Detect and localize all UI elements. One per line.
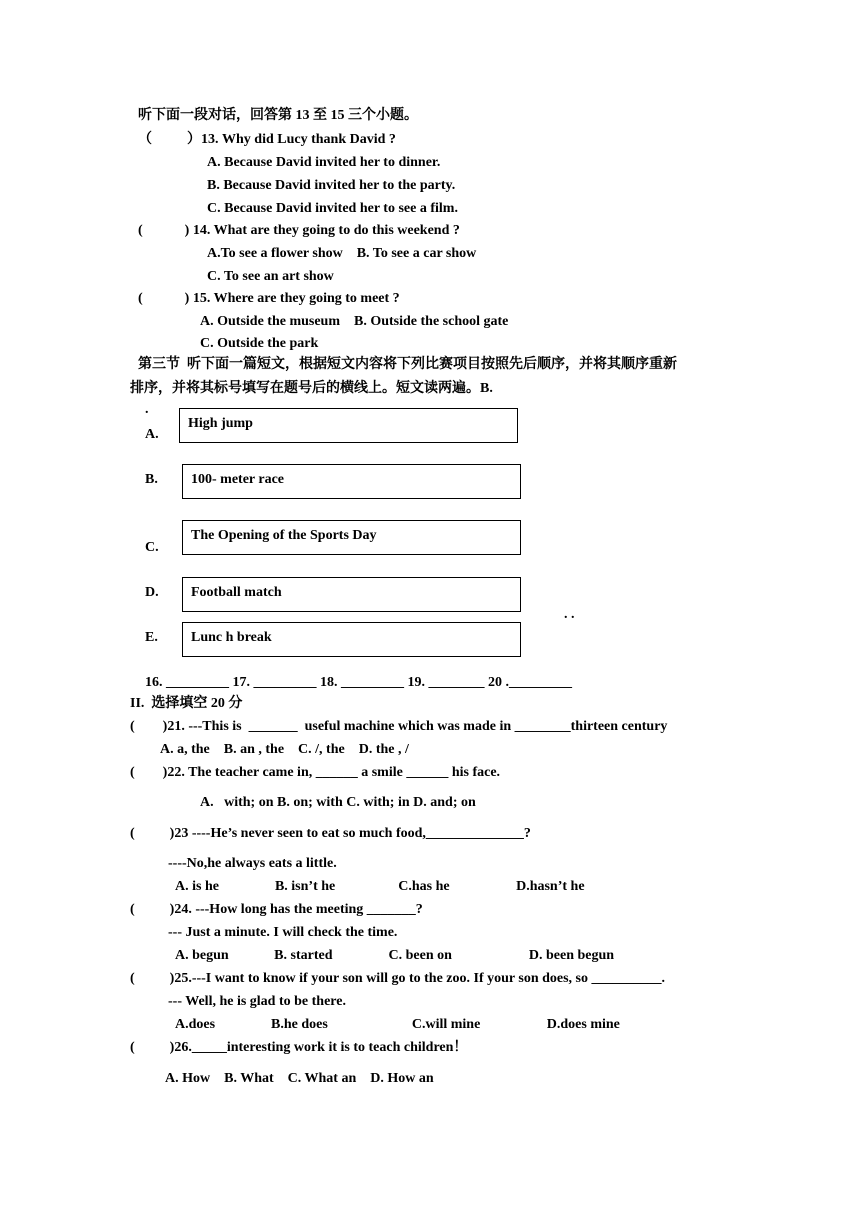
item-box-c: The Opening of the Sports Day bbox=[182, 520, 521, 555]
question-14-options-ab: A.To see a flower show B. To see a car show bbox=[207, 246, 477, 261]
item-box-a: High jump bbox=[179, 408, 518, 443]
question-23-options: A. is he B. isn’t he C.has he D.hasn’t he bbox=[175, 879, 585, 894]
question-23: ( )23 ----He’s never seen to eat so much food,______________? bbox=[130, 826, 531, 841]
question-25-options: A.does B.he does C.will mine D.does mine bbox=[175, 1017, 620, 1032]
answer-blanks-16-20: 16. _________ 17. _________ 18. _________ 19. ________ 20 ._________ bbox=[145, 675, 572, 690]
item-box-b: 100- meter race bbox=[182, 464, 521, 499]
question-24: ( )24. ---How long has the meeting _______? bbox=[130, 902, 423, 917]
item-label-d: D. bbox=[145, 585, 159, 600]
section-2-heading: II. 选择填空 20 分 bbox=[130, 696, 243, 711]
question-26: ( )26._____interesting work it is to teach children！ bbox=[130, 1040, 468, 1055]
stray-dots: . . bbox=[564, 607, 575, 622]
question-15: ( ) 15. Where are they going to meet ? bbox=[138, 291, 400, 306]
item-label-b: B. bbox=[145, 472, 158, 487]
question-22: ( )22. The teacher came in, ______ a smile ______ his face. bbox=[130, 765, 501, 780]
question-15-options-ab: A. Outside the museum B. Outside the school gate bbox=[200, 314, 509, 329]
question-21: ( )21. ---This is _______ useful machine which was made in ________thirteen century bbox=[130, 719, 668, 734]
question-25: ( )25.---I want to know if your son will go to the zoo. If your son does, so __________. bbox=[130, 971, 666, 986]
question-21-options: A. a, the B. an , the C. /, the D. the , / bbox=[160, 742, 409, 757]
item-label-c: C. bbox=[145, 540, 159, 555]
stray-dot: . bbox=[145, 402, 149, 417]
question-14: ( ) 14. What are they going to do this weekend ? bbox=[138, 223, 460, 238]
question-24-options: A. begun B. started C. been on D. been begun bbox=[175, 948, 615, 963]
question-13-option-b: B. Because David invited her to the party. bbox=[207, 178, 456, 193]
section-3-instruction-cont: 排序，并将其标号填写在题号后的横线上。短文读两遍。B. bbox=[130, 381, 493, 396]
section-3-instruction: 第三节 听下面一篇短文，根据短文内容将下列比赛项目按照先后顺序，并将其顺序重新 bbox=[138, 357, 677, 372]
question-13: （ ）13. Why did Lucy thank David ? bbox=[138, 132, 396, 147]
question-22-options: A. with; on B. on; with C. with; in D. and; on bbox=[200, 795, 476, 810]
question-15-option-c: C. Outside the park bbox=[200, 336, 319, 351]
item-box-e: Lunc h break bbox=[182, 622, 521, 657]
listening-dialogue-instruction: 听下面一段对话，回答第 13 至 15 三个小题。 bbox=[138, 108, 418, 123]
question-13-option-c: C. Because David invited her to see a film. bbox=[207, 201, 458, 216]
item-label-a: A. bbox=[145, 427, 159, 442]
question-25-reply: --- Well, he is glad to be there. bbox=[168, 994, 346, 1009]
question-14-option-c: C. To see an art show bbox=[207, 269, 334, 284]
item-label-e: E. bbox=[145, 630, 158, 645]
question-26-options: A. How B. What C. What an D. How an bbox=[165, 1071, 434, 1086]
question-24-reply: --- Just a minute. I will check the time. bbox=[168, 925, 398, 940]
question-23-reply: ----No,he always eats a little. bbox=[168, 856, 337, 871]
item-box-d: Football match bbox=[182, 577, 521, 612]
question-13-option-a: A. Because David invited her to dinner. bbox=[207, 155, 441, 170]
